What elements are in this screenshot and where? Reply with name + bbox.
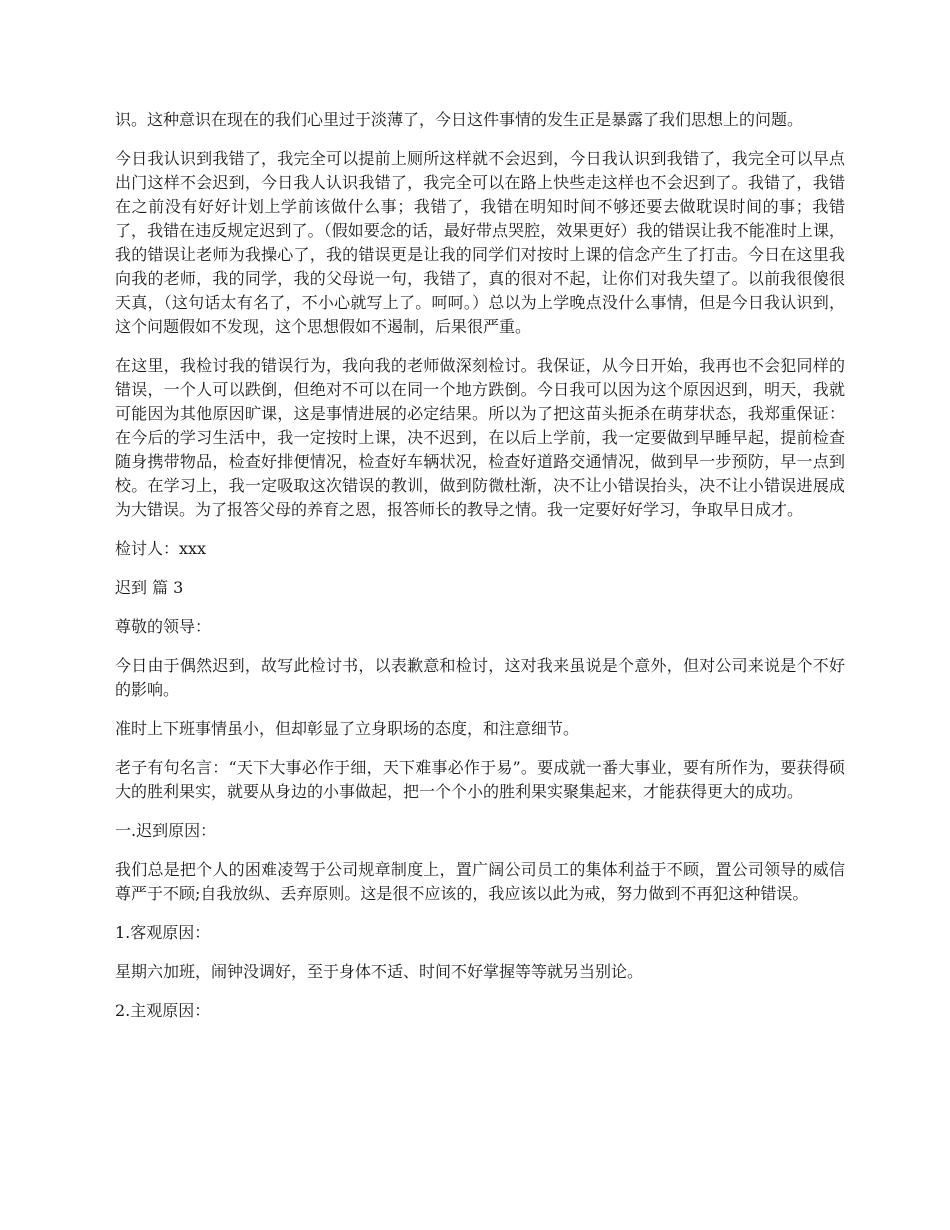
paragraph-admission-of-mistake: 今日我认识到我错了，我完全可以提前上厕所这样就不会迟到，今日我认识到我错了，我完全可以早点出门这样不会迟到，今日我人认识我错了，我完全可以在路上快些走这样也不会迟到了。我错了，我错在之前没有好好计划上学前该做什么事；我错了，我错在明知时间不够还要去做耽误时间的事；我错了，我错在违反规定迟到了。（假如要念的话，最好带点哭腔，效果更好）我的错误让我不能准时上课，我的错误让老师为我操心了，我的错误更是让我的同学们对按时上课的信念产生了打击。今日在这里我向我的老师，我的同学，我的父母说一句，我错了，真的很对不起，让你们对我失望了。以前我很傻很天真，（这句话太有名了，不小心就写上了。呵呵。）总以为上学晚点没什么事情，但是今日我认识到，这个问题假如不发现，这个思想假如不遏制，后果很严重。: [115, 149, 845, 336]
section-heading: 迟到 篇 3: [115, 578, 184, 597]
paragraph-reasons: 我们总是把个人的困难凌驾于公司规章制度上，置广阔公司员工的集体利益于不顾，置公司领导的威信尊严于不顾;自我放纵、丢弃原则。这是很不应该的，我应该以此为戒，努力做到不再犯这种错误。: [115, 860, 845, 903]
subheading-reasons: 一.迟到原因：: [115, 821, 217, 840]
subheading-subjective-reasons: 2.主观原因：: [115, 1001, 211, 1020]
document-page: [115, 108, 845, 1038]
paragraph-objective-reasons: 星期六加班，闹钟没调好，至于身体不适、时间不好掌握等等就另当别论。: [115, 962, 644, 981]
subheading-objective-reasons: 1.客观原因：: [115, 923, 211, 942]
paragraph-punctuality: 准时上下班事情虽小，但却彰显了立身职场的态度，和注意细节。: [115, 719, 580, 738]
paragraph-pledge: 在这里，我检讨我的错误行为，我向我的老师做深刻检讨。我保证，从今日开始，我再也不会犯同样的错误，一个人可以跌倒，但绝对不可以在同一个地方跌倒。今日我可以因为这个原因迟到，明天，我就可能因为其他原因旷课，这是事情进展的必定结果。所以为了把这苗头扼杀在萌芽状态，我郑重保证：在今后的学习生活中，我一定按时上课，决不迟到，在以后上学前，我一定要做到早睡早起，提前检查随身携带物品，检查好排便情况，检查好车辆状况，检查好道路交通情况，做到早一步预防，早一点到校。在学习上，我一定吸取这次错误的教训，做到防微杜渐，决不让小错误抬头，决不让小错误进展成为大错误。为了报答父母的养育之恩，报答师长的教导之情。我一定要好好学习，争取早日成才。: [115, 356, 845, 519]
paragraph-continued-awareness: 识。这种意识在现在的我们心里过于淡薄了，今日这件事情的发生正是暴露了我们思想上的问题。: [115, 110, 804, 129]
signature-line: 检讨人：xxx: [115, 539, 207, 558]
salutation: 尊敬的领导：: [115, 617, 212, 636]
paragraph-intro: 今日由于偶然迟到，故写此检讨书，以表歉意和检讨，这对我来虽说是个意外，但对公司来说是个不好的影响。: [115, 656, 845, 699]
paragraph-laozi-quote: 老子有句名言：“天下大事必作于细，天下难事必作于易”。要成就一番大事业，要有所作为，要获得硕大的胜利果实，就要从身边的小事做起，把一个个小的胜利果实聚集起来，才能获得更大的成功。: [115, 758, 845, 801]
